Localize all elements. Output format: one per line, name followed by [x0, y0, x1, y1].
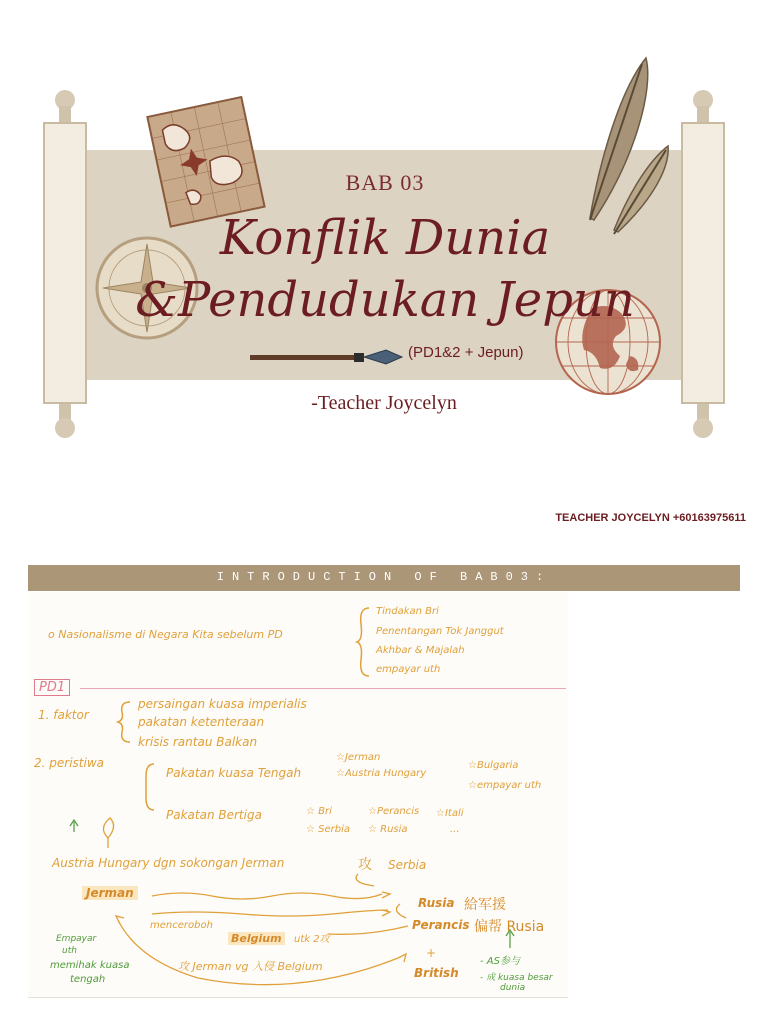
utk-label: utk 2攻	[294, 934, 330, 945]
faktor-item-1: persaingan kuasa imperialis	[138, 697, 307, 711]
bertiga-member-1: ☆ Bri	[306, 806, 332, 817]
empayar-note-1: Empayar	[56, 934, 97, 944]
title-line-2: &Pendudukan Jepun	[135, 272, 635, 328]
perancis-note: 偏帮 Rusia	[474, 919, 545, 935]
bertiga-member-5: ☆ Rusia	[368, 824, 408, 835]
attack-char: 攻	[358, 857, 372, 873]
title-line-1: Konflik Dunia	[219, 210, 551, 266]
tengah-other-1: ☆Bulgaria	[468, 760, 519, 771]
spear-icon	[248, 346, 404, 368]
scroll-knob-bottom-left	[55, 418, 75, 438]
nationalism-item-2: Penentangan Tok Janggut	[376, 626, 504, 637]
author-line: -Teacher Joycelyn	[311, 392, 457, 414]
intro-header-text: INTRODUCTION OF BAB03:	[216, 570, 552, 584]
as-note-3: dunia	[500, 983, 526, 993]
chapter-label: BAB 03	[345, 170, 425, 195]
empayar-note-3: memihak kuasa	[50, 960, 130, 971]
jerman-label: Jerman	[82, 886, 138, 900]
nationalism-item-3: Akhbar & Majalah	[376, 645, 465, 656]
empayar-note-2: uth	[62, 946, 77, 956]
nationalism-item-1: Tindakan Bri	[376, 606, 439, 617]
as-note-1: - AS参与	[480, 956, 520, 967]
rusia-label: Rusia	[418, 896, 455, 910]
pakatan-tengah: Pakatan kuasa Tengah	[166, 766, 302, 780]
bertiga-member-6: ...	[450, 824, 460, 835]
nationalism-line: o Nasionalisme di Negara Kita sebelum PD	[48, 628, 283, 641]
invasion-note: 攻 Jerman vg 入侵 Belgium	[178, 960, 323, 973]
menceroboh-label: menceroboh	[150, 920, 213, 931]
bertiga-member-4: ☆ Serbia	[306, 824, 351, 835]
rusia-note: 給军援	[464, 897, 506, 913]
pakatan-bertiga: Pakatan Bertiga	[166, 808, 262, 822]
tengah-member-1: ☆Jerman	[336, 752, 381, 763]
faktor-label: 1. faktor	[38, 708, 89, 722]
faktor-item-3: krisis rantau Balkan	[138, 735, 258, 749]
as-note-2: - 成 kuasa besar	[480, 973, 553, 983]
serbia-label: Serbia	[388, 858, 427, 872]
nationalism-item-4: empayar uth	[376, 664, 441, 675]
subtitle: (PD1&2 + Jepun)	[408, 344, 524, 361]
british-label: British	[414, 966, 459, 980]
tengah-other-2: ☆empayar uth	[468, 780, 542, 791]
austria-line: Austria Hungary dgn sokongan Jerman	[52, 856, 285, 870]
contact-info: TEACHER JOYCELYN +60163975611	[555, 512, 746, 524]
peristiwa-label: 2. peristiwa	[34, 756, 104, 770]
empayar-note-4: tengah	[70, 974, 106, 985]
pd1-label: PD1	[34, 679, 70, 696]
plus-sign: +	[426, 946, 437, 960]
faktor-item-2: pakatan ketenteraan	[138, 715, 265, 729]
belgium-label: Belgium	[228, 932, 285, 945]
tengah-member-2: ☆Austria Hungary	[336, 768, 427, 779]
bertiga-member-2: ☆Perancis	[368, 806, 420, 817]
scroll-knob-bottom-right	[693, 418, 713, 438]
bertiga-member-3: ☆Itali	[436, 808, 464, 819]
perancis-label: Perancis	[412, 918, 470, 932]
